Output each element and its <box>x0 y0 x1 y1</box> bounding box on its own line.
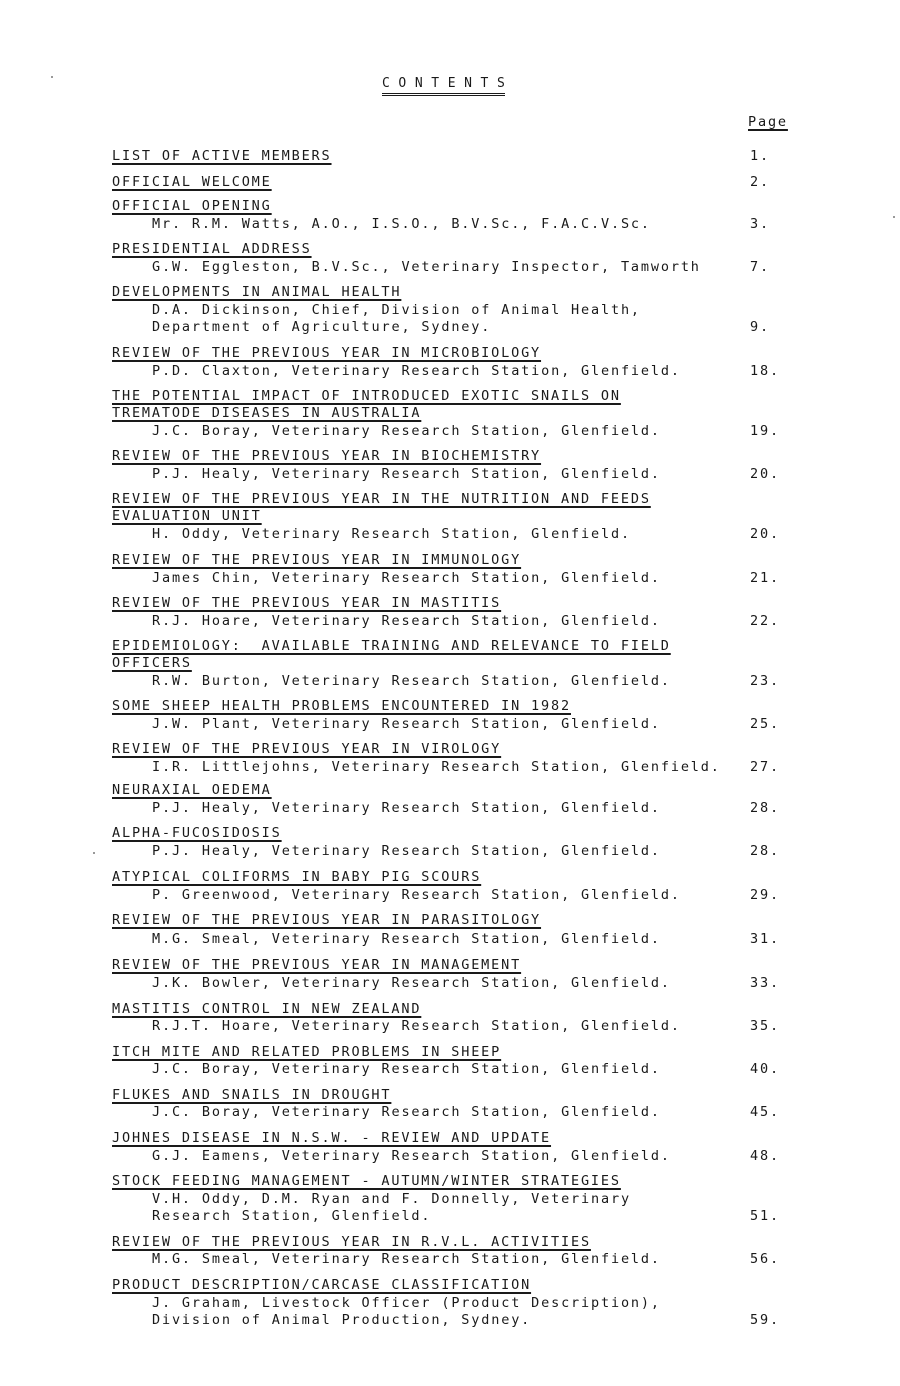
entry-author: J. Graham, Livestock Officer (Product Description), <box>152 1295 661 1311</box>
entry-page-number: 1. <box>750 148 770 164</box>
entry-author: P.D. Claxton, Veterinary Research Station, Glenfield. <box>152 363 681 379</box>
entry-page-number: 59. <box>750 1312 780 1328</box>
entry-author: J.K. Bowler, Veterinary Research Station, Glenfield. <box>152 975 671 991</box>
entry-page-number: 2. <box>750 174 770 190</box>
entry-author: R.J.T. Hoare, Veterinary Research Station, Glenfield. <box>152 1018 681 1034</box>
entry-heading: ATYPICAL COLIFORMS IN BABY PIG SCOURS <box>112 869 482 885</box>
entry-heading: TREMATODE DISEASES IN AUSTRALIA <box>112 405 422 421</box>
scan-speck <box>51 76 53 78</box>
entry-heading: REVIEW OF THE PREVIOUS YEAR IN MANAGEMENT <box>112 957 522 973</box>
entry-page-number: 22. <box>750 613 780 629</box>
entry-author: J.C. Boray, Veterinary Research Station, Glenfield. <box>152 423 661 439</box>
entry-author: Department of Agriculture, Sydney. <box>152 319 492 335</box>
entry-page-number: 19. <box>750 423 780 439</box>
entry-heading: MASTITIS CONTROL IN NEW ZEALAND <box>112 1001 422 1017</box>
entry-author: J.W. Plant, Veterinary Research Station, Glenfield. <box>152 716 661 732</box>
entry-page-number: 56. <box>750 1251 780 1267</box>
entry-heading: STOCK FEEDING MANAGEMENT - AUTUMN/WINTER STRATEGIES <box>112 1173 621 1189</box>
entry-page-number: 51. <box>750 1208 780 1224</box>
entry-heading: REVIEW OF THE PREVIOUS YEAR IN VIROLOGY <box>112 741 502 757</box>
entry-page-number: 21. <box>750 570 780 586</box>
entry-heading: SOME SHEEP HEALTH PROBLEMS ENCOUNTERED IN 1982 <box>112 698 571 714</box>
entry-author: V.H. Oddy, D.M. Ryan and F. Donnelly, Veterinary <box>152 1191 631 1207</box>
entry-heading: OFFICIAL WELCOME <box>112 174 272 190</box>
scan-speck <box>893 216 895 218</box>
entry-page-number: 25. <box>750 716 780 732</box>
entry-heading: REVIEW OF THE PREVIOUS YEAR IN THE NUTRITION AND FEEDS <box>112 491 651 507</box>
entry-author: I.R. Littlejohns, Veterinary Research Station, Glenfield. <box>152 759 721 775</box>
entry-page-number: 45. <box>750 1104 780 1120</box>
entry-page-number: 18. <box>750 363 780 379</box>
scan-speck <box>93 852 95 854</box>
entry-author: Research Station, Glenfield. <box>152 1208 432 1224</box>
entry-author: H. Oddy, Veterinary Research Station, Glenfield. <box>152 526 631 542</box>
entry-author: James Chin, Veterinary Research Station, Glenfield. <box>152 570 661 586</box>
entry-heading: OFFICIAL OPENING <box>112 198 272 214</box>
entry-page-number: 40. <box>750 1061 780 1077</box>
entry-heading: REVIEW OF THE PREVIOUS YEAR IN MICROBIOLOGY <box>112 345 542 361</box>
entry-author: P.J. Healy, Veterinary Research Station, Glenfield. <box>152 843 661 859</box>
entry-heading: JOHNES DISEASE IN N.S.W. - REVIEW AND UPDATE <box>112 1130 552 1146</box>
entry-author: G.J. Eamens, Veterinary Research Station, Glenfield. <box>152 1148 671 1164</box>
entry-page-number: 48. <box>750 1148 780 1164</box>
entry-author: P. Greenwood, Veterinary Research Station, Glenfield. <box>152 887 681 903</box>
entry-heading: NEURAXIAL OEDEMA <box>112 782 272 798</box>
entry-heading: PRESIDENTIAL ADDRESS <box>112 241 312 257</box>
entry-heading: REVIEW OF THE PREVIOUS YEAR IN IMMUNOLOGY <box>112 552 522 568</box>
entry-heading: ALPHA-FUCOSIDOSIS <box>112 825 282 841</box>
entry-page-number: 7. <box>750 259 770 275</box>
entry-heading: REVIEW OF THE PREVIOUS YEAR IN BIOCHEMISTRY <box>112 448 542 464</box>
entry-page-number: 20. <box>750 526 780 542</box>
entry-author: G.W. Eggleston, B.V.Sc., Veterinary Inspector, Tamworth <box>152 259 701 275</box>
entry-author: Division of Animal Production, Sydney. <box>152 1312 532 1328</box>
entry-heading: REVIEW OF THE PREVIOUS YEAR IN R.V.L. ACTIVITIES <box>112 1234 591 1250</box>
entry-author: J.C. Boray, Veterinary Research Station, Glenfield. <box>152 1061 661 1077</box>
entry-heading: EPIDEMIOLOGY: AVAILABLE TRAINING AND RELEVANCE TO FIELD <box>112 638 671 654</box>
entry-heading: LIST OF ACTIVE MEMBERS <box>112 148 332 164</box>
entry-heading: OFFICERS <box>112 655 192 671</box>
entry-heading: FLUKES AND SNAILS IN DROUGHT <box>112 1087 392 1103</box>
entry-page-number: 23. <box>750 673 780 689</box>
entry-author: R.J. Hoare, Veterinary Research Station, Glenfield. <box>152 613 661 629</box>
entry-heading: REVIEW OF THE PREVIOUS YEAR IN MASTITIS <box>112 595 502 611</box>
entry-heading: REVIEW OF THE PREVIOUS YEAR IN PARASITOLOGY <box>112 912 542 928</box>
entry-page-number: 33. <box>750 975 780 991</box>
entry-page-number: 29. <box>750 887 780 903</box>
page-title: CONTENTS <box>382 76 514 91</box>
entry-heading: EVALUATION UNIT <box>112 508 262 524</box>
entry-page-number: 20. <box>750 466 780 482</box>
entry-author: P.J. Healy, Veterinary Research Station, Glenfield. <box>152 800 661 816</box>
entry-page-number: 28. <box>750 800 780 816</box>
entry-heading: PRODUCT DESCRIPTION/CARCASE CLASSIFICATION <box>112 1277 532 1293</box>
entry-author: M.G. Smeal, Veterinary Research Station, Glenfield. <box>152 931 661 947</box>
entry-heading: ITCH MITE AND RELATED PROBLEMS IN SHEEP <box>112 1044 502 1060</box>
entry-page-number: 3. <box>750 216 770 232</box>
entry-page-number: 31. <box>750 931 780 947</box>
entry-author: R.W. Burton, Veterinary Research Station, Glenfield. <box>152 673 671 689</box>
entry-author: Mr. R.M. Watts, A.O., I.S.O., B.V.Sc., F.A.C.V.Sc. <box>152 216 651 232</box>
entry-page-number: 35. <box>750 1018 780 1034</box>
entry-heading: DEVELOPMENTS IN ANIMAL HEALTH <box>112 284 402 300</box>
entry-page-number: 9. <box>750 319 770 335</box>
entry-heading: THE POTENTIAL IMPACT OF INTRODUCED EXOTIC SNAILS ON <box>112 388 621 404</box>
entry-page-number: 28. <box>750 843 780 859</box>
entry-author: D.A. Dickinson, Chief, Division of Animal Health, <box>152 302 641 318</box>
page-column-header: Page <box>748 114 788 130</box>
entry-page-number: 27. <box>750 759 780 775</box>
entry-author: P.J. Healy, Veterinary Research Station, Glenfield. <box>152 466 661 482</box>
entry-author: J.C. Boray, Veterinary Research Station, Glenfield. <box>152 1104 661 1120</box>
entry-author: M.G. Smeal, Veterinary Research Station, Glenfield. <box>152 1251 661 1267</box>
